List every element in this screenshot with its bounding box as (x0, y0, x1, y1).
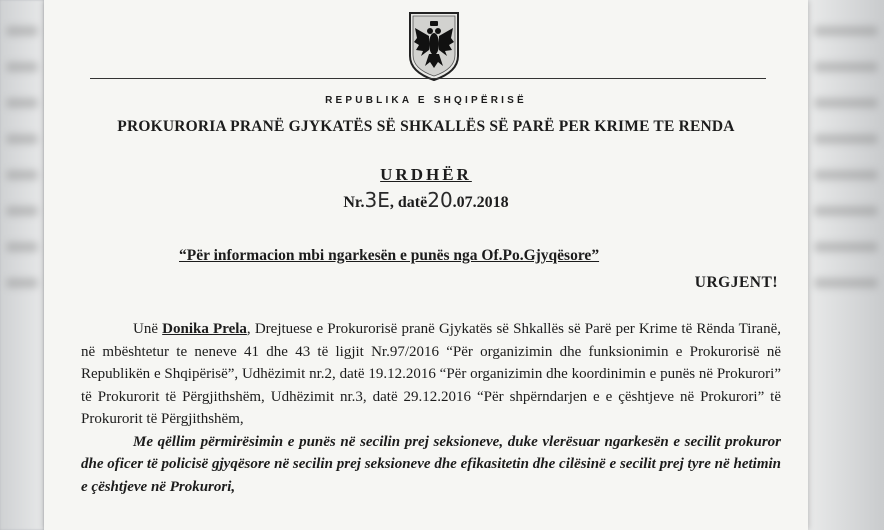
republic-heading: REPUBLIKA E SHQIPËRISË (325, 95, 527, 106)
document-body (81, 318, 781, 498)
institution-heading: PROKURORIA PRANË GJYKATËS SË SHKALLËS SË PARË PER KRIME TE RENDA (117, 118, 735, 135)
order-date-handwritten: 20 (427, 188, 453, 212)
order-nr-handwritten: 3E (364, 188, 390, 212)
order-date-suffix: .07.2018 (452, 194, 509, 211)
document-page (44, 0, 808, 530)
background-blur-left (2, 0, 42, 530)
urgent-label: URGJENT! (694, 274, 778, 291)
header-rule (90, 78, 766, 79)
albanian-eagle-emblem-icon (407, 10, 461, 82)
order-nr-prefix: Nr. (343, 194, 365, 211)
subject-line: “Për informacion mbi ngarkesën e punës nga Of.Po.Gjyqësore” (179, 247, 600, 264)
order-title: URDHËR (380, 165, 472, 184)
paragraph-purpose: Me qëllim përmirësimin e punës në secilin prej seksioneve, duke vlerësuar ngarkesën e secilit prokuror dhe oficer të policisë gjyqësore në secilin prej seksioneve dhe efikasitetin dhe cilësinë e secilit prej tyre në hetimin e çështjeve në Prokurori, (81, 433, 781, 495)
order-number-line (44, 188, 808, 212)
paragraph-intro: Unë (133, 321, 163, 337)
signatory-name: Donika Prela (162, 321, 247, 337)
order-date-prefix: , datë (389, 194, 428, 211)
paragraph-legal-text: , Drejtuese e Prokurorisë pranë Gjykatës së Shkallës së Parë per Krime të Rënda Tiranë, në mbështetur te neneve 41 dhe 43 të ligjit Nr.97/2016 “Për organizimin dhe funksionimin e Prokurorisë në Republikën e Shqipërisë”, Udhëzimit nr.2, datë 19.12.2016 “Për organizimin dhe koordinimin e punës në Prokurori” të Prokurorit të Përgjithshëm, Udhëzimit nr.3, datë 29.12.2016 “Për shpërndarjen e e çështjeve në Prokurori” të Prokurorit të Përgjithshëm, (81, 321, 781, 427)
background-blur-right (810, 0, 882, 530)
paragraph-legal-basis (81, 318, 781, 431)
